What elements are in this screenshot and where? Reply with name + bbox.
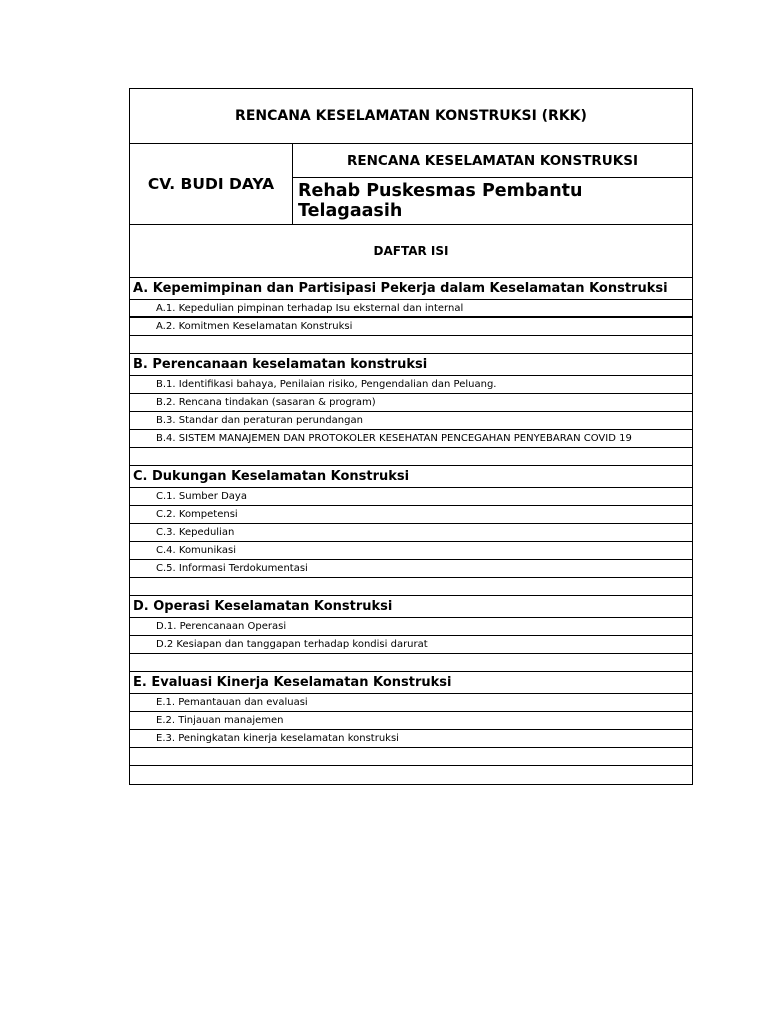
toc-item: D.1. Perencanaan Operasi [130, 618, 692, 636]
toc-section-heading: C. Dukungan Keselamatan Konstruksi [130, 466, 692, 488]
rkk-table [129, 88, 693, 785]
toc-section-heading: B. Perencanaan keselamatan konstruksi [130, 354, 692, 376]
toc-item: D.2 Kesiapan dan tanggapan terhadap kondisi darurat [130, 636, 692, 654]
header-right [293, 144, 692, 224]
document-title: RENCANA KESELAMATAN KONSTRUKSI (RKK) [130, 89, 692, 144]
header-block [130, 144, 692, 225]
company-name: CV. BUDI DAYA [130, 144, 293, 224]
toc-item: E.2. Tinjauan manajemen [130, 712, 692, 730]
toc-item: B.1. Identifikasi bahaya, Penilaian risiko, Pengendalian dan Peluang. [130, 376, 692, 394]
toc-item: B.3. Standar dan peraturan perundangan [130, 412, 692, 430]
toc-item: C.4. Komunikasi [130, 542, 692, 560]
toc-title: DAFTAR ISI [130, 225, 692, 278]
toc-item: A.2. Komitmen Keselamatan Konstruksi [130, 318, 692, 336]
toc-item: C.1. Sumber Daya [130, 488, 692, 506]
toc-item: C.5. Informasi Terdokumentasi [130, 560, 692, 578]
toc-item: E.1. Pemantauan dan evaluasi [130, 694, 692, 712]
empty-row [130, 578, 692, 596]
plan-title: RENCANA KESELAMATAN KONSTRUKSI [293, 144, 692, 178]
toc-item: C.2. Kompetensi [130, 506, 692, 524]
empty-row [130, 654, 692, 672]
project-name: Rehab Puskesmas Pembantu Telagaasih [298, 181, 583, 221]
toc-section-heading: D. Operasi Keselamatan Konstruksi [130, 596, 692, 618]
toc-body [130, 278, 692, 784]
document-page [129, 88, 693, 785]
toc-item: B.2. Rencana tindakan (sasaran & program) [130, 394, 692, 412]
toc-item: B.4. SISTEM MANAJEMEN DAN PROTOKOLER KESEHATAN PENCEGAHAN PENYEBARAN COVID 19 [130, 430, 692, 448]
empty-row [130, 766, 692, 784]
toc-item: C.3. Kepedulian [130, 524, 692, 542]
empty-row [130, 336, 692, 354]
toc-item: A.1. Kepedulian pimpinan terhadap Isu eksternal dan internal [130, 300, 692, 318]
toc-section-heading: E. Evaluasi Kinerja Keselamatan Konstruksi [130, 672, 692, 694]
toc-item: E.3. Peningkatan kinerja keselamatan konstruksi [130, 730, 692, 748]
empty-row [130, 448, 692, 466]
toc-section-heading: A. Kepemimpinan dan Partisipasi Pekerja dalam Keselamatan Konstruksi [130, 278, 692, 300]
empty-row [130, 748, 692, 766]
